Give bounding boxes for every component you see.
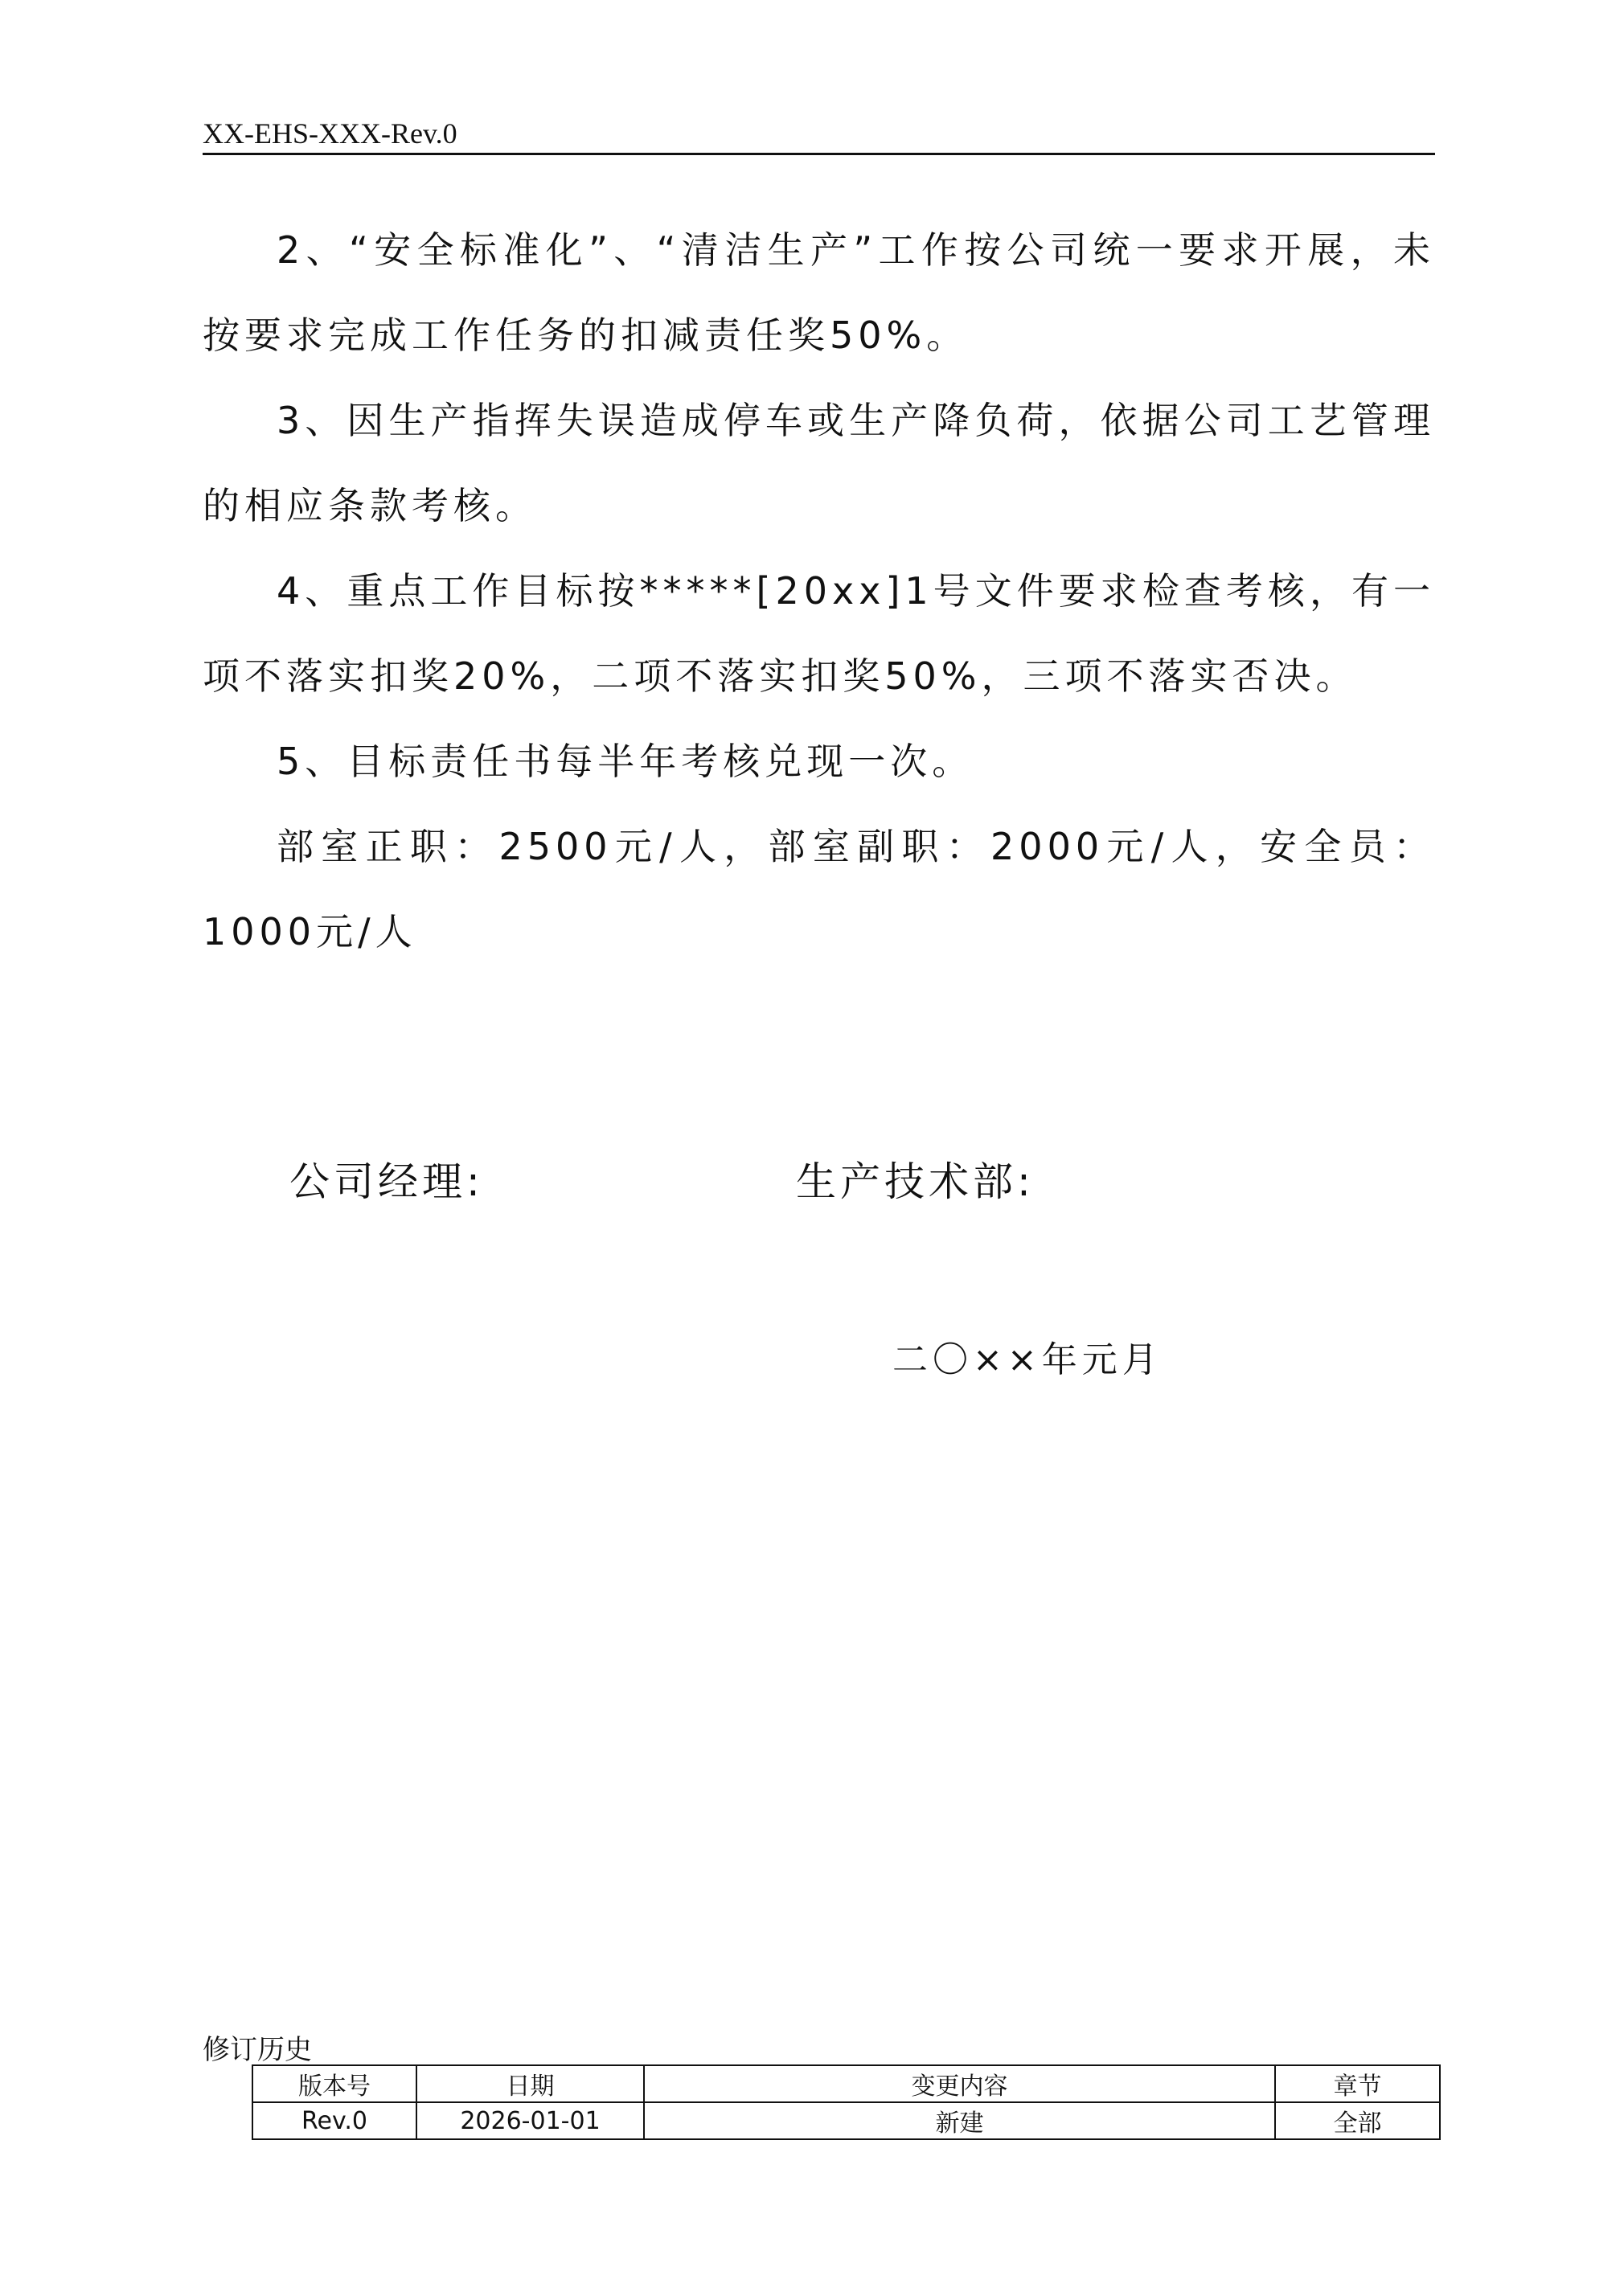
table-header-row (252, 2065, 1440, 2102)
clause-4: 4、重点工作目标按*****[20xx]1号文件要求检查考核，有一项不落实扣奖20%，二项不落实扣奖50%，三项不落实否决。 (203, 569, 1435, 698)
signature-row (0, 1150, 1624, 1214)
header-section: 章节 (1275, 2065, 1440, 2102)
production-tech-dept-signature-label: 生产技术部: (796, 1158, 1035, 1205)
cell-version: Rev.0 (252, 2102, 416, 2139)
header-version: 版本号 (252, 2065, 416, 2102)
header-change-content: 变更内容 (644, 2065, 1275, 2102)
cell-change-content: 新建 (644, 2102, 1275, 2139)
page-header (203, 113, 1435, 155)
document-body (203, 207, 1435, 974)
company-manager-signature-label: 公司经理: (289, 1158, 484, 1205)
clause-2: 2、“安全标准化”、“清洁生产”工作按公司统一要求开展，未按要求完成工作任务的扣减责任奖50%。 (203, 228, 1435, 357)
header-date: 日期 (416, 2065, 644, 2102)
clause-3: 3、因生产指挥失误造成停车或生产降负荷，依据公司工艺管理的相应条款考核。 (203, 399, 1435, 527)
clause-5: 5、目标责任书每半年考核兑现一次。 (277, 740, 974, 783)
document-code: XX-EHS-XXX-Rev.0 (203, 117, 457, 150)
reward-amounts: 部室正职：2500元/人，部室副职：2000元/人，安全员：1000元/人 (203, 825, 1435, 953)
cell-date: 2026-01-01 (416, 2102, 644, 2139)
cell-section: 全部 (1275, 2102, 1440, 2139)
table-row (252, 2102, 1440, 2139)
document-date: 二〇××年元月 (892, 1339, 1163, 1380)
revision-history-title: 修订历史 (203, 2034, 312, 2066)
revision-history-table (252, 2064, 1441, 2140)
